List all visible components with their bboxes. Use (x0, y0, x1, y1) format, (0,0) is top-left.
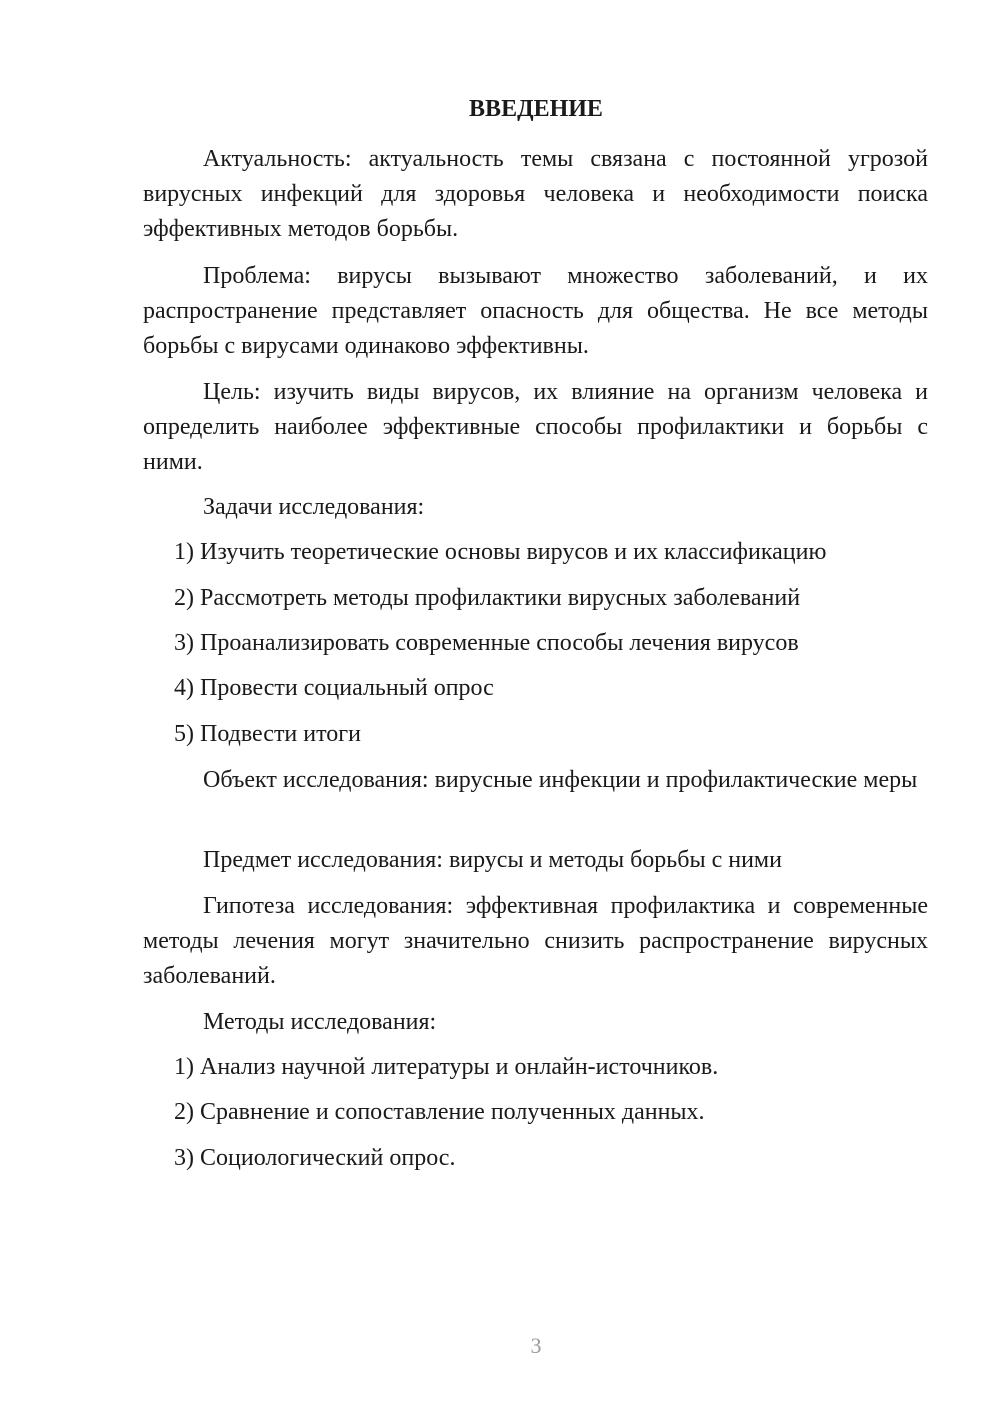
list-item: 2) Рассмотреть методы профилактики вирусных заболеваний (174, 585, 801, 611)
paragraph-problem: Проблема: вирусы вызывают множество заболеваний, и их распространение представляет опасность для общества. Не все методы борьбы с вирусами одинаково эффективны. (143, 263, 928, 359)
paragraph-goal: Цель: изучить виды вирусов, их влияние на организм человека и определить наиболее эффективные способы профилактики и борьбы с ними. (143, 379, 928, 475)
list-item: 5) Подвести итоги (174, 721, 361, 747)
paragraph-hypothesis: Гипотеза исследования: эффективная профилактика и современные методы лечения могут значительно снизить распространение вирусных заболеваний. (143, 893, 928, 989)
list-item: 3) Социологический опрос. (174, 1145, 456, 1171)
list-item: 4) Провести социальный опрос (174, 675, 494, 701)
page-title: ВВЕДЕНИЕ (469, 96, 603, 122)
list-item: 3) Проанализировать современные способы лечения вирусов (174, 630, 799, 656)
paragraph-subject: Предмет исследования: вирусы и методы борьбы с ними (203, 847, 782, 873)
tasks-heading: Задачи исследования: (203, 494, 425, 520)
list-item: 1) Изучить теоретические основы вирусов и их классификацию (174, 539, 827, 565)
list-item: 1) Анализ научной литературы и онлайн-источников. (174, 1054, 719, 1080)
page-number: 3 (530, 1333, 542, 1358)
list-item: 2) Сравнение и сопоставление полученных данных. (174, 1099, 705, 1125)
paragraph-object: Объект исследования: вирусные инфекции и профилактические меры (203, 767, 918, 793)
methods-heading: Методы исследования: (203, 1009, 437, 1035)
paragraph-relevance: Актуальность: актуальность темы связана с постоянной угрозой вирусных инфекций для здоровья человека и необходимости поиска эффективных методов борьбы. (143, 146, 928, 242)
